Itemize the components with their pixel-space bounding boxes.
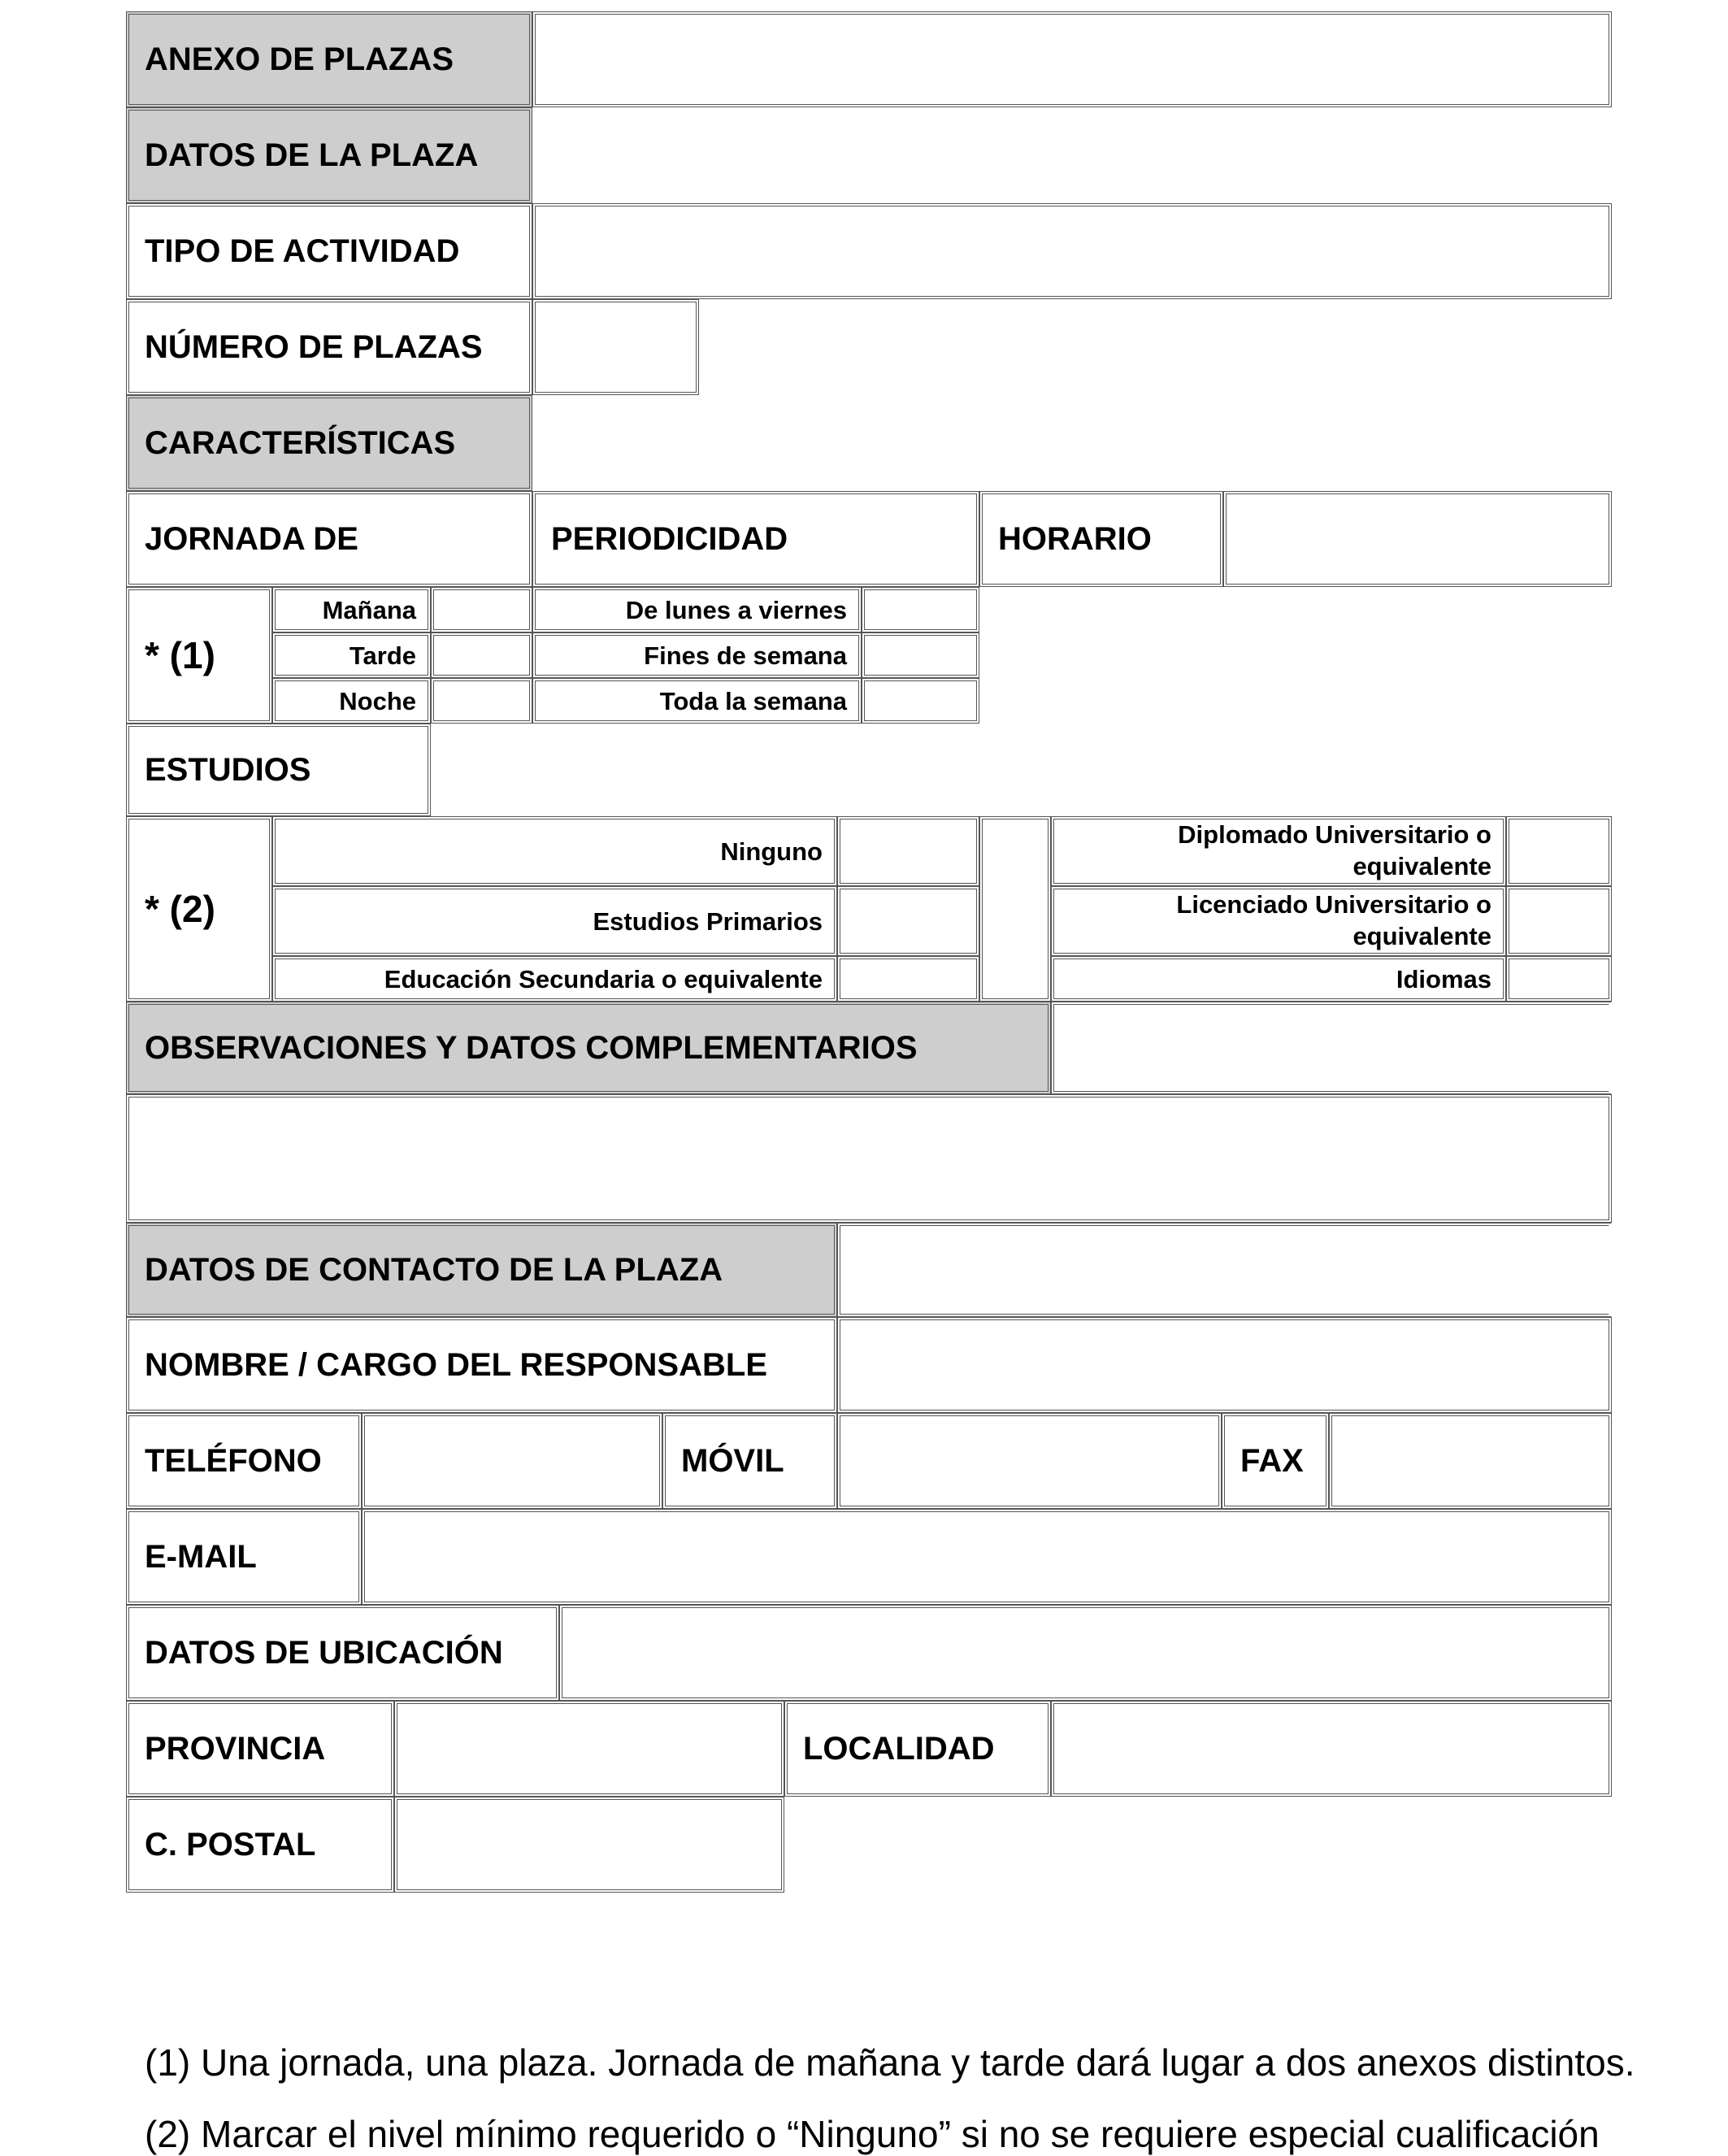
ninguno-checkbox[interactable]	[837, 816, 979, 886]
idiomas-label: Idiomas	[1396, 964, 1491, 993]
horario-field[interactable]	[1223, 491, 1612, 587]
jornada-de-label: JORNADA DE	[145, 521, 358, 557]
footnote-1: (1) Una jornada, una plaza. Jornada de mañana y tarde dará lugar a dos anexos distintos.	[145, 2041, 1635, 2084]
anexo-plazas-label: ANEXO DE PLAZAS	[145, 41, 454, 77]
telefono-label: TELÉFONO	[145, 1443, 322, 1479]
primarios-label: Estudios Primarios	[593, 906, 823, 936]
primarios-checkbox[interactable]	[837, 886, 979, 956]
footnote-2: (2) Marcar el nivel mínimo requerido o “Ninguno” si no se requiere especial cualificación	[145, 2113, 1600, 2155]
datos-ubicacion-field[interactable]	[559, 1605, 1612, 1701]
fines-semana-checkbox[interactable]	[862, 632, 979, 678]
email-field[interactable]	[362, 1509, 1612, 1605]
ref1-label: * (1)	[145, 634, 215, 676]
horario-label: HORARIO	[998, 521, 1152, 557]
nombre-cargo-field[interactable]	[837, 1317, 1612, 1413]
tipo-actividad-field[interactable]	[532, 203, 1612, 299]
secundaria-checkbox[interactable]	[837, 956, 979, 1002]
licenciado-checkbox[interactable]	[1506, 886, 1612, 956]
spacer-cell	[979, 816, 1051, 1002]
ref2-label: * (2)	[145, 888, 215, 930]
email-label: E-MAIL	[145, 1539, 257, 1575]
estudios-label: ESTUDIOS	[145, 752, 311, 788]
numero-plazas-field[interactable]	[532, 299, 699, 395]
movil-label: MÓVIL	[681, 1443, 784, 1479]
datos-plaza-field	[532, 107, 1612, 203]
c-postal-field[interactable]	[394, 1797, 784, 1893]
observaciones-side	[1051, 1002, 1612, 1094]
observaciones-field[interactable]	[126, 1094, 1612, 1223]
lunes-viernes-checkbox[interactable]	[862, 587, 979, 632]
diplomado-checkbox[interactable]	[1506, 816, 1612, 886]
diplomado-label: Diplomado Universitario o equivalente	[1178, 820, 1491, 880]
fines-semana-label: Fines de semana	[644, 641, 847, 670]
fax-field[interactable]	[1329, 1413, 1612, 1509]
telefono-field[interactable]	[362, 1413, 662, 1509]
toda-semana-checkbox[interactable]	[862, 678, 979, 724]
datos-contacto-label: DATOS DE CONTACTO DE LA PLAZA	[145, 1252, 723, 1288]
manana-checkbox[interactable]	[431, 587, 532, 632]
c-postal-label: C. POSTAL	[145, 1827, 316, 1863]
noche-label: Noche	[339, 686, 416, 715]
localidad-label: LOCALIDAD	[803, 1731, 995, 1767]
provincia-field[interactable]	[394, 1701, 784, 1797]
anexo-plazas-field[interactable]	[532, 11, 1612, 107]
datos-contacto-side	[837, 1223, 1612, 1317]
manana-label: Mañana	[322, 595, 416, 624]
tipo-actividad-label: TIPO DE ACTIVIDAD	[145, 233, 460, 269]
tarde-checkbox[interactable]	[431, 632, 532, 678]
datos-ubicacion-label: DATOS DE UBICACIÓN	[145, 1635, 503, 1671]
tarde-label: Tarde	[349, 641, 416, 670]
noche-checkbox[interactable]	[431, 678, 532, 724]
licenciado-label: Licenciado Universitario o equivalente	[1176, 890, 1491, 950]
datos-plaza-label: DATOS DE LA PLAZA	[145, 137, 479, 173]
caracteristicas-label: CARACTERÍSTICAS	[145, 425, 456, 461]
numero-plazas-label: NÚMERO DE PLAZAS	[145, 329, 483, 365]
localidad-field[interactable]	[1051, 1701, 1612, 1797]
toda-semana-label: Toda la semana	[659, 686, 847, 715]
provincia-label: PROVINCIA	[145, 1731, 326, 1767]
nombre-cargo-label: NOMBRE / CARGO DEL RESPONSABLE	[145, 1347, 767, 1383]
periodicidad-label: PERIODICIDAD	[551, 521, 788, 557]
ninguno-label: Ninguno	[720, 837, 823, 866]
lunes-viernes-label: De lunes a viernes	[625, 595, 847, 624]
fax-label: FAX	[1240, 1443, 1304, 1479]
observaciones-label: OBSERVACIONES Y DATOS COMPLEMENTARIOS	[145, 1030, 918, 1066]
idiomas-checkbox[interactable]	[1506, 956, 1612, 1002]
movil-field[interactable]	[837, 1413, 1222, 1509]
secundaria-label: Educación Secundaria o equivalente	[384, 964, 823, 993]
